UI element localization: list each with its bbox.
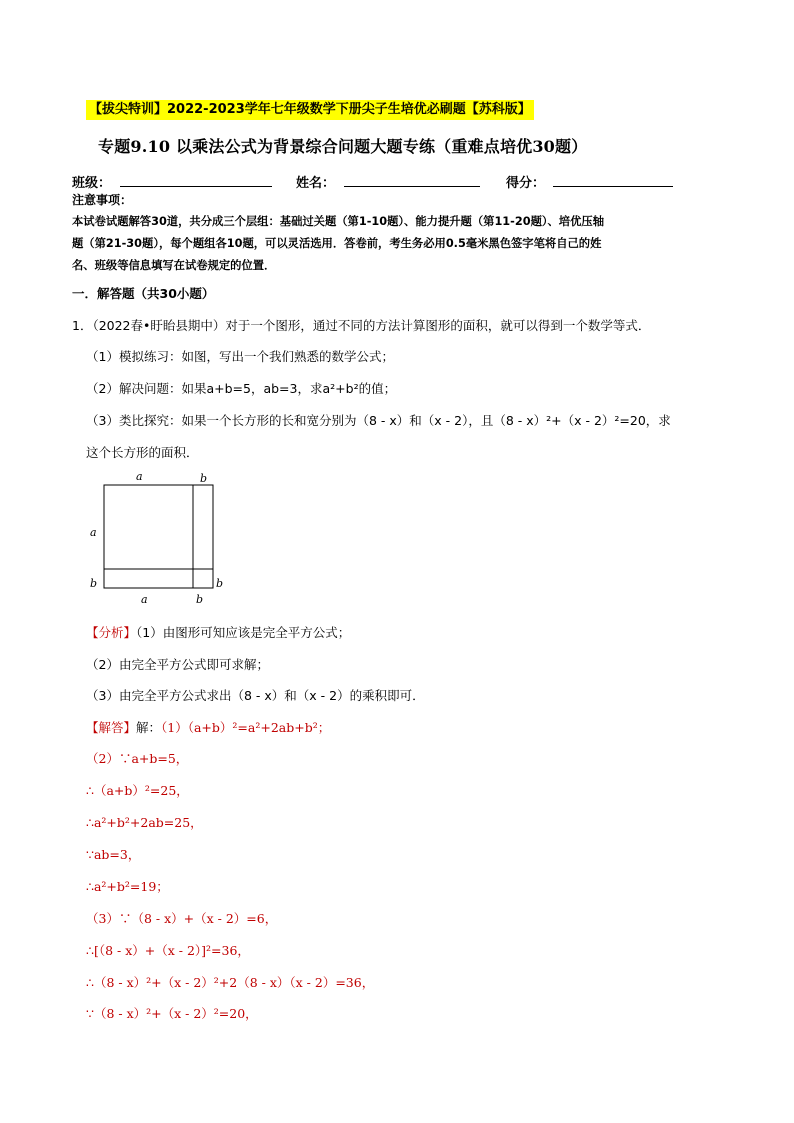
analysis-line-3: （3）由完全平方公式求出（8 - x）和（x - 2）的乘积即可． [86, 688, 425, 703]
answer-step-1: （1）（a+b）²=a²+2ab+b²； [161, 720, 331, 735]
analysis-text-1: （1）由图形可知应该是完全平方公式； [136, 625, 351, 640]
analysis-line-1 [86, 623, 350, 641]
section-heading: 一．解答题（共30小题） [72, 286, 215, 301]
notice-line-2: 题（第21-30题），每个题组各10题，可以灵活选用．答卷前，考生务必用0.5毫米黑色签字笔将自己的姓 [72, 237, 602, 250]
name-field-line[interactable] [344, 186, 480, 187]
answer-line-1 [86, 718, 330, 736]
label-left-a: a [90, 526, 97, 539]
label-top-b: b [200, 472, 208, 485]
label-left-b: b [90, 577, 98, 590]
label-bottom-a: a [141, 593, 148, 606]
answer-step-7: （3）∵（8 - x）+（x - 2）=6， [86, 911, 278, 926]
notice-line-1: 本试卷试题解答30道，共分成三个层组：基础过关题（第1-10题）、能力提升题（第11-20题）、培优压轴 [72, 215, 604, 228]
analysis-line-2: （2）由完全平方公式即可求解； [86, 657, 269, 672]
label-bottom-b: b [196, 593, 204, 606]
question-part-2-expr: a+b=5，ab=3，求a²+b²的值； [206, 381, 397, 396]
answer-step-3: ∴（a+b）²=25， [86, 783, 189, 798]
square-diagram [86, 468, 236, 610]
notice-line-3: 名、班级等信息填写在试卷规定的位置． [72, 259, 276, 272]
answer-step-4: ∴a²+b²+2ab=25， [86, 815, 203, 830]
answer-tag: 【解答】 [86, 720, 137, 735]
answer-step-8: ∴[（8 - x）+（x - 2）]²=36， [86, 943, 250, 958]
class-label: 班级： [72, 176, 112, 191]
answer-step-9: ∴（8 - x）²+（x - 2）²+2（8 - x）（x - 2）=36， [86, 975, 375, 990]
question-part-3: （3）类比探究：如果一个长方形的长和宽分别为（8 - x）和（x - 2），且（8 - x）²+（x - 2）²=20，求 [86, 413, 671, 428]
outer-square [104, 485, 213, 588]
score-label: 得分： [506, 176, 546, 191]
score-field-line[interactable] [553, 186, 673, 187]
question-part-2-prefix: （2）解决问题：如果 [86, 381, 207, 396]
page-title: 专题9.10 以乘法公式为背景综合问题大题专练（重难点培优30题） [98, 137, 588, 156]
question-stem: 1．（2022春•盱眙县期中）对于一个图形，通过不同的方法计算图形的面积，就可以得到一个数学等式． [72, 318, 651, 333]
question-part-2 [86, 379, 396, 397]
question-part-1: （1）模拟练习：如图，写出一个我们熟悉的数学公式； [86, 349, 394, 364]
notice-heading: 注意事项： [72, 193, 133, 207]
label-right-b: b [216, 577, 224, 590]
label-top-a: a [136, 470, 143, 483]
answer-step-6: ∴a²+b²=19； [86, 879, 169, 894]
answer-intro: 解： [136, 720, 162, 735]
header-banner: 【拔尖特训】2022-2023学年七年级数学下册尖子生培优必刷题【苏科版】 [86, 100, 534, 120]
answer-step-10: ∵（8 - x）²+（x - 2）²=20， [86, 1006, 258, 1021]
question-part-3-cont: 这个长方形的面积． [86, 445, 199, 460]
analysis-tag: 【分析】 [86, 625, 137, 640]
answer-step-5: ∵ab=3， [86, 847, 141, 862]
answer-step-2: （2）∵a+b=5， [86, 751, 189, 766]
name-label: 姓名： [296, 176, 336, 191]
class-field-line[interactable] [120, 186, 272, 187]
